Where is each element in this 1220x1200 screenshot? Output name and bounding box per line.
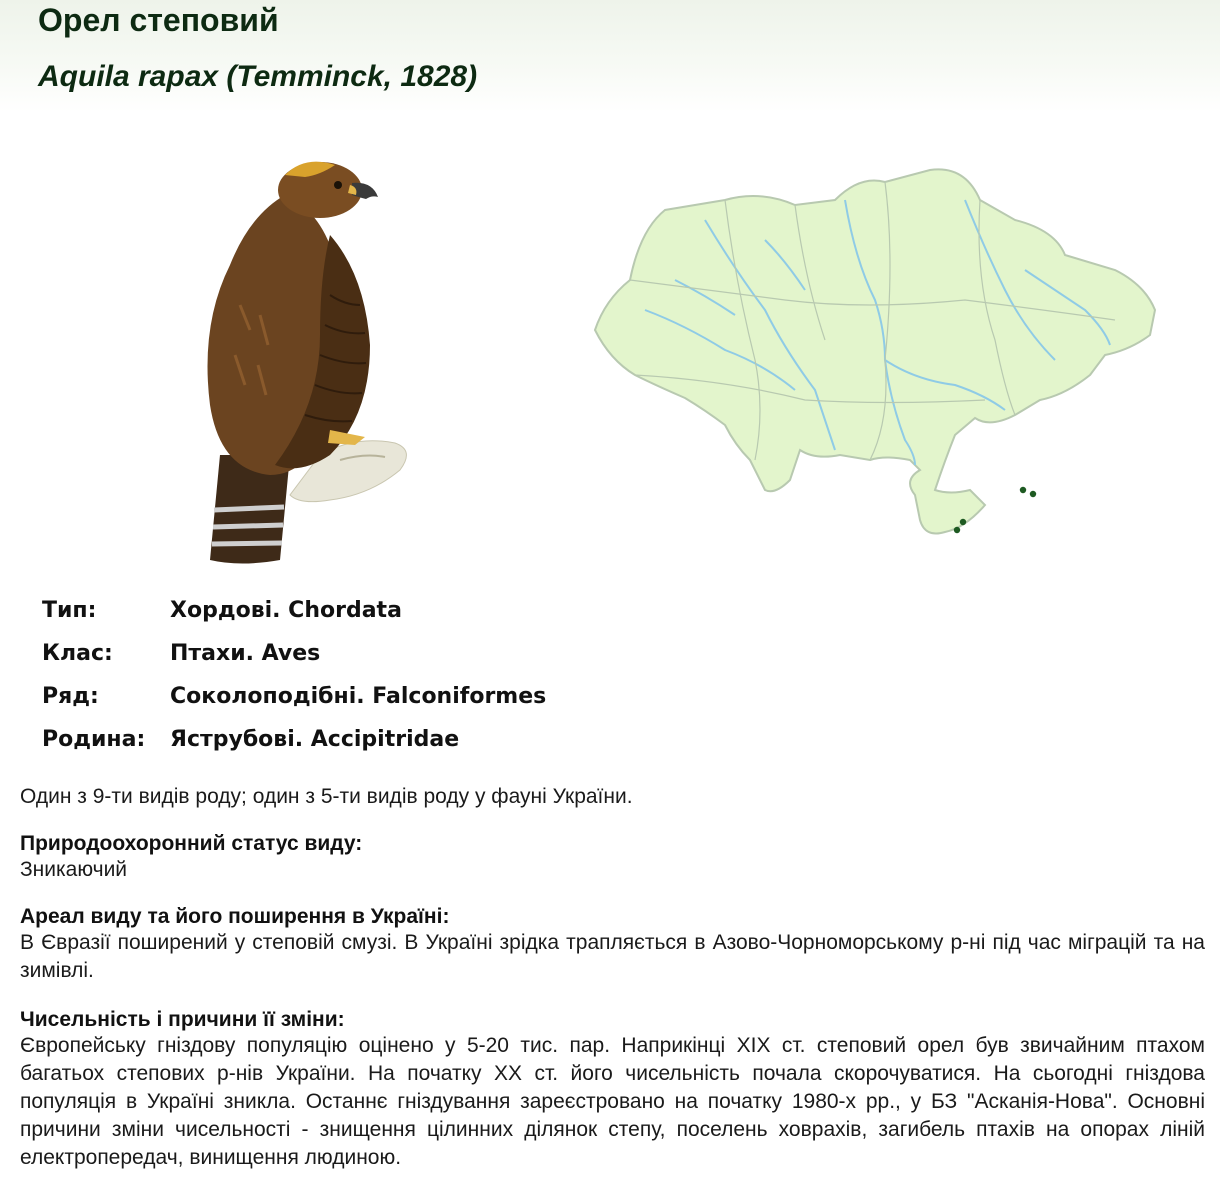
status-text: Зникаючий bbox=[20, 858, 128, 881]
taxonomy-row bbox=[42, 598, 642, 641]
taxonomy-key: Родина: bbox=[42, 727, 146, 752]
population-section bbox=[20, 1008, 1205, 1172]
taxonomy-value: Соколоподібні. Falconiformes bbox=[170, 684, 547, 709]
status-heading: Природоохоронний статус виду: bbox=[20, 832, 363, 855]
taxonomy-key: Клас: bbox=[42, 641, 113, 666]
taxonomy-value: Яструбові. Accipitridae bbox=[170, 727, 460, 752]
population-text: Європейську гніздову популяцію оцінено у 5-20 тис. пар. Наприкінці XIX ст. степовий орел був звичайним птахом багатьох степових р-нів України. На початку XX ст. його чисельність почала скорочуватися. На сьогодні гніздова популяція в Україні зникла. Останнє гніздування зареєстровано на початку 1980-х рр., у БЗ "Асканія-Нова". Основні причини зміни чисельності - знищення цілинних ділянок степу, поселень ховрахів, загибель птахів на опорах ліній електропередач, винищення людиною. bbox=[20, 1034, 1205, 1169]
taxonomy-key: Ряд: bbox=[42, 684, 99, 709]
taxonomy-key: Тип: bbox=[42, 598, 97, 623]
taxonomy-row bbox=[42, 727, 642, 770]
range-text: В Євразії поширений у степовій смузі. В Україні зрідка трапляється в Азово-Чорноморському р-ні під час міграцій та на зимівлі. bbox=[20, 931, 1205, 982]
range-heading: Ареал виду та його поширення в Україні: bbox=[20, 905, 450, 928]
population-heading: Чисельність і причини її зміни: bbox=[20, 1008, 345, 1031]
taxonomy-row bbox=[42, 684, 642, 727]
taxonomy-value: Птахи. Aves bbox=[170, 641, 321, 666]
taxonomy-value: Хордові. Chordata bbox=[170, 598, 402, 623]
genus-note: Один з 9-ти видів роду; один з 5-ти видів роду у фауні України. bbox=[20, 785, 633, 808]
ukraine-range-map bbox=[585, 160, 1165, 550]
latin-name: Aquila rapax (Temminck, 1828) bbox=[38, 60, 478, 93]
range-section bbox=[20, 905, 1205, 985]
status-section bbox=[20, 832, 1205, 884]
taxonomy-table bbox=[42, 598, 642, 770]
ukraine-outline bbox=[595, 169, 1155, 533]
eagle-illustration bbox=[180, 155, 420, 575]
taxonomy-row bbox=[42, 641, 642, 684]
page-title: Орел степовий bbox=[38, 2, 279, 38]
